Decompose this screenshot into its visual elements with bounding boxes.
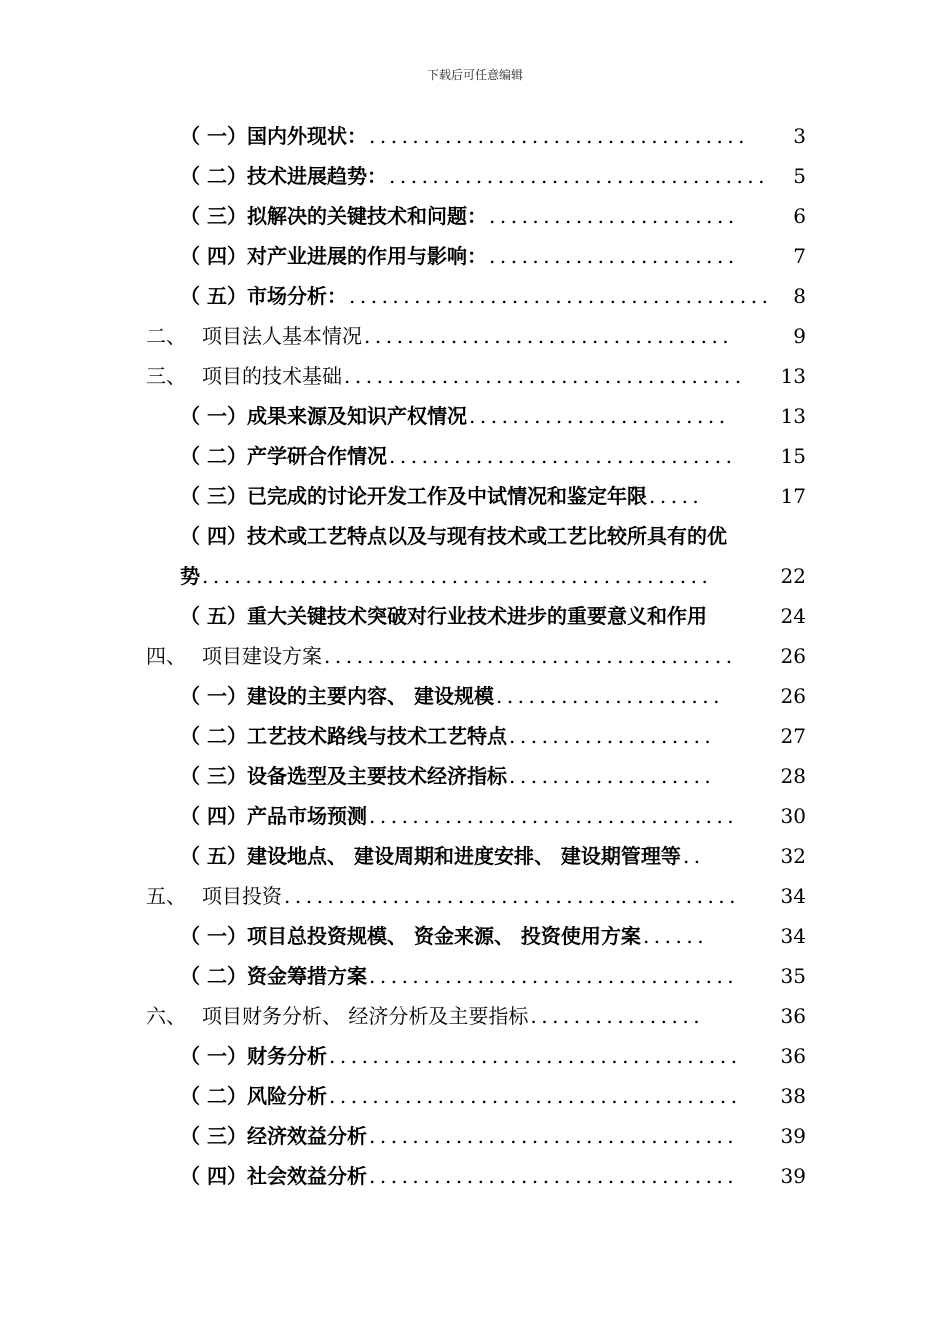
toc-entry-number: （ 三） [180,1124,247,1148]
toc-entry[interactable] [0,996,950,1036]
toc-entry[interactable] [0,876,950,916]
toc-entry-number: 四、 [146,644,186,668]
toc-entry[interactable] [0,956,950,996]
toc-leader-dots: ................ [530,1004,705,1028]
toc-leader-dots: ................................... [389,164,770,188]
toc-entry-number: （ 五） [180,844,247,868]
toc-leader-dots: .................................. [369,964,739,988]
toc-entry-number: （ 二） [180,164,247,188]
toc-entry[interactable] [0,156,950,196]
toc-entry-label: 已完成的讨论开发工作及中试情况和鉴定年限 [247,484,647,508]
toc-page-number: 39 [780,1164,806,1188]
toc-page-number: 7 [793,244,806,268]
toc-entry-label: 项目法人基本情况 [202,324,362,348]
toc-entry-number: （ 三） [180,204,247,228]
toc-page-number: 34 [780,924,806,948]
toc-page-number: 36 [780,1004,806,1028]
toc-entry-label: 社会效益分析 [247,1164,367,1188]
toc-entry[interactable] [0,436,950,476]
toc-entry[interactable] [0,796,950,836]
toc-page-number: 5 [793,164,806,188]
toc-leader-dots: ....................... [489,244,739,268]
toc-entry[interactable] [0,276,950,316]
toc-page-number: 36 [780,1044,806,1068]
toc-entry-number: （ 二） [180,1084,247,1108]
toc-leader-dots: ................... [509,764,716,788]
toc-entry-number: （ 一） [180,404,247,428]
toc-entry[interactable] [0,1116,950,1156]
toc-entry-label: 建设的主要内容、 建设规模 [247,684,494,708]
toc-entry[interactable] [0,636,950,676]
toc-entry-number: （ 二） [180,444,247,468]
toc-entry[interactable] [0,476,950,516]
toc-leader-dots: ........................ [469,404,730,428]
toc-leader-dots: ...................................... [329,1044,742,1068]
toc-entry-number: （ 四） [180,1164,247,1188]
toc-leader-dots: ............................................... [202,564,713,588]
toc-entry[interactable] [0,396,950,436]
toc-leader-dots: ...... [642,924,709,948]
toc-page-number: 13 [780,404,806,428]
toc-entry-label: 设备选型及主要技术经济指标 [247,764,507,788]
toc-leader-dots: .. [682,844,705,868]
toc-entry-continuation[interactable] [0,556,950,596]
toc-entry[interactable] [0,356,950,396]
toc-entry-label: 重大关键技术突破对行业技术进步的重要意义和作用 [247,604,707,628]
toc-leader-dots: .................................. [369,1124,739,1148]
toc-entry-label: 财务分析 [247,1044,327,1068]
toc-entry-label: 拟解决的关键技术和问题： [247,204,487,228]
toc-entry[interactable] [0,1076,950,1116]
toc-entry-label: 势 [180,564,200,588]
toc-page-number: 27 [780,724,806,748]
toc-entry-number: （ 四） [180,524,247,548]
toc-entry-number: （ 三） [180,764,247,788]
toc-entry-number: （ 一） [180,124,247,148]
toc-entry-number: （ 三） [180,484,247,508]
toc-entry[interactable] [0,316,950,356]
toc-entry-number: （ 一） [180,684,247,708]
toc-page-number: 30 [780,804,806,828]
toc-leader-dots: ..... [649,484,704,508]
toc-entry-number: 二、 [146,324,186,348]
toc-entry[interactable] [0,716,950,756]
toc-page-number: 9 [793,324,806,348]
toc-page-number: 15 [780,444,806,468]
toc-page-number: 28 [780,764,806,788]
toc-entry[interactable] [0,236,950,276]
toc-leader-dots: .................................. [364,324,734,348]
toc-page-number: 22 [780,564,806,588]
toc-leader-dots: .................................. [369,1164,739,1188]
toc-entry-label: 项目财务分析、 经济分析及主要指标 [202,1004,529,1028]
toc-leader-dots: ...................................... [324,644,737,668]
toc-entry[interactable] [0,836,950,876]
toc-entry-number: （ 五） [180,604,247,628]
toc-entry[interactable] [0,1156,950,1196]
toc-entry-label: 项目总投资规模、 资金来源、 投资使用方案 [247,924,641,948]
toc-leader-dots: ..................................... [344,364,746,388]
toc-leader-dots: ..................... [495,684,724,708]
toc-entry-label: 经济效益分析 [247,1124,367,1148]
toc-entry[interactable] [0,756,950,796]
toc-page-number: 3 [793,124,806,148]
toc-page-number: 26 [780,644,806,668]
toc-leader-dots: ....................................... [349,284,773,308]
toc-entry-number: 五、 [146,884,186,908]
toc-leader-dots: ...................................... [329,1084,742,1108]
toc-page-number: 32 [780,844,806,868]
toc-entry-number: 三、 [146,364,186,388]
toc-leader-dots: .................................. [369,804,739,828]
toc-leader-dots: ................... [509,724,716,748]
toc-page-number: 39 [780,1124,806,1148]
toc-leader-dots: .......................................... [284,884,741,908]
toc-entry-number: （ 二） [180,964,247,988]
toc-entry-label: 风险分析 [247,1084,327,1108]
toc-entry-number: （ 四） [180,244,247,268]
toc-page-number: 35 [780,964,806,988]
toc-entry[interactable] [0,596,950,636]
toc-page-number: 13 [780,364,806,388]
toc-entry[interactable] [0,916,950,956]
toc-entry[interactable] [0,116,950,156]
toc-entry-number: （ 一） [180,924,247,948]
toc-entry-label: 资金筹措方案 [247,964,367,988]
toc-page-number: 38 [780,1084,806,1108]
toc-entry-label: 产品市场预测 [247,804,367,828]
page-header: 下载后可任意编辑 [426,68,523,82]
toc-page-number: 34 [780,884,806,908]
toc-page-number: 17 [780,484,806,508]
toc-entry-label: 技术或工艺特点以及与现有技术或工艺比较所具有的优 [247,524,727,548]
toc-entry[interactable] [0,516,950,556]
toc-entry-label: 市场分析： [247,284,347,308]
toc-entry[interactable] [0,1036,950,1076]
toc-page-number: 26 [780,684,806,708]
toc-entry-label: 技术进展趋势： [247,164,387,188]
toc-entry-label: 产学研合作情况 [247,444,387,468]
toc-entry[interactable] [0,676,950,716]
toc-entry-number: （ 四） [180,804,247,828]
toc-entry-number: 六、 [146,1004,186,1028]
toc-leader-dots: ................................ [389,444,737,468]
toc-entry-label: 成果来源及知识产权情况 [247,404,467,428]
toc-entry-label: 国内外现状： [247,124,367,148]
toc-entry-label: 项目投资 [202,884,282,908]
toc-page-number: 6 [793,204,806,228]
toc-page-number: 24 [780,604,806,628]
toc-leader-dots: ................................... [369,124,750,148]
toc-entry-label: 工艺技术路线与技术工艺特点 [247,724,507,748]
toc-entry-number: （ 五） [180,284,247,308]
toc-entry[interactable] [0,196,950,236]
toc-entry-label: 建设地点、 建设周期和进度安排、 建设期管理等 [247,844,681,868]
toc-leader-dots: ....................... [489,204,739,228]
toc-entry-label: 对产业进展的作用与影响： [247,244,487,268]
toc-page-number: 8 [793,284,806,308]
toc-entry-label: 项目建设方案 [202,644,322,668]
toc-entry-number: （ 一） [180,1044,247,1068]
toc-entry-label: 项目的技术基础 [202,364,342,388]
toc-entry-number: （ 二） [180,724,247,748]
